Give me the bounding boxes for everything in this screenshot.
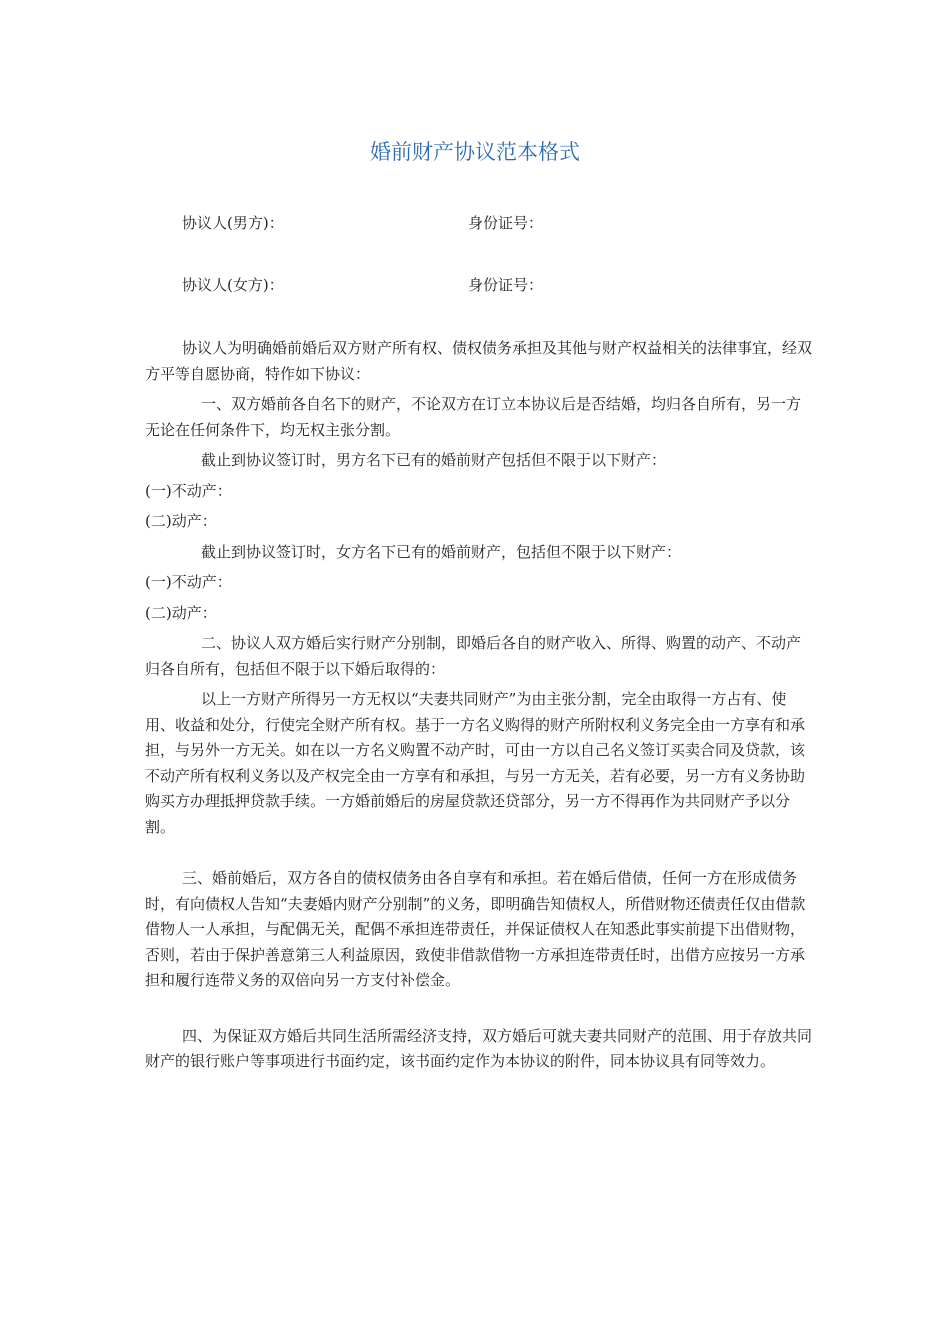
agreement-body — [145, 336, 813, 1075]
intro-paragraph: 协议人为明确婚前婚后双方财产所有权、债权债务承担及其他与财产权益相关的法律事宜，经双方平等自愿协商，特作如下协议： — [145, 339, 813, 383]
party-female-label: 协议人(女方)： — [182, 276, 284, 294]
clause-2-detail-paragraph: 以上一方财产所得另一方无权以“夫妻共同财产”为由主张分割，完全由取得一方占有、使用、收益和处分，行使完全财产所有权。基于一方名义购得的财产所附权利义务完全由一方享有和承担，与另外一方无关。如在以一方名义购置不动产时，可由一方以自己名义签订买卖合同及贷款，该不动产所有权利义务以及产权完全由一方享有和承担，与另一方无关，若有必要，另一方有义务协助购买方办理抵押贷款手续。一方婚前婚后的房屋贷款还贷部分，另一方不得再作为共同财产予以分割。 — [145, 690, 806, 836]
clause-3-paragraph: 三、婚前婚后，双方各自的债权债务由各自享有和承担。若在婚后借债，任何一方在形成债务时，有向债权人告知“夫妻婚内财产分别制”的义务，即明确告知债权人，所借财物还债责任仅由借款借物人一人承担，与配偶无关，配偶不承担连带责任，并保证债权人在知悉此事实前提下出借财物，否则，若由于保护善意第三人利益原因，致使非借款借物一方承担连带责任时，出借方应按另一方承担和履行连带义务的双倍向另一方支付补偿金。 — [145, 869, 806, 989]
male-real-estate-item: (一)不动产： — [145, 481, 232, 500]
female-assets-paragraph: 截止到协议签订时，女方名下已有的婚前财产，包括但不限于以下财产： — [201, 542, 682, 561]
party-female-id-label: 身份证号： — [468, 276, 544, 294]
male-movable-item: (二)动产： — [145, 512, 217, 530]
document-title: 婚前财产协议范本格式 — [370, 140, 580, 164]
clause-2-paragraph: 二、协议人双方婚后实行财产分别制，即婚后各自的财产收入、所得、购置的动产、不动产归各自所有，包括但不限于以下婚后取得的： — [145, 634, 802, 678]
clause-1-paragraph: 一、双方婚前各自名下的财产，不论双方在订立本协议后是否结婚，均归各自所有，另一方无论在任何条件下，均无权主张分割。 — [145, 395, 802, 439]
female-movable-item: (二)动产： — [145, 603, 217, 622]
party-male-id-label: 身份证号： — [468, 214, 544, 232]
male-assets-paragraph: 截止到协议签订时，男方名下已有的婚前财产包括但不限于以下财产： — [201, 451, 667, 469]
party-male-label: 协议人(男方)： — [182, 214, 284, 232]
clause-4-paragraph: 四、为保证双方婚后共同生活所需经济支持，双方婚后可就夫妻共同财产的范围、用于存放共同财产的银行账户等事项进行书面约定，该书面约定作为本协议的附件，同本协议具有同等效力。 — [145, 1026, 813, 1070]
female-real-estate-item: (一)不动产： — [145, 573, 232, 591]
